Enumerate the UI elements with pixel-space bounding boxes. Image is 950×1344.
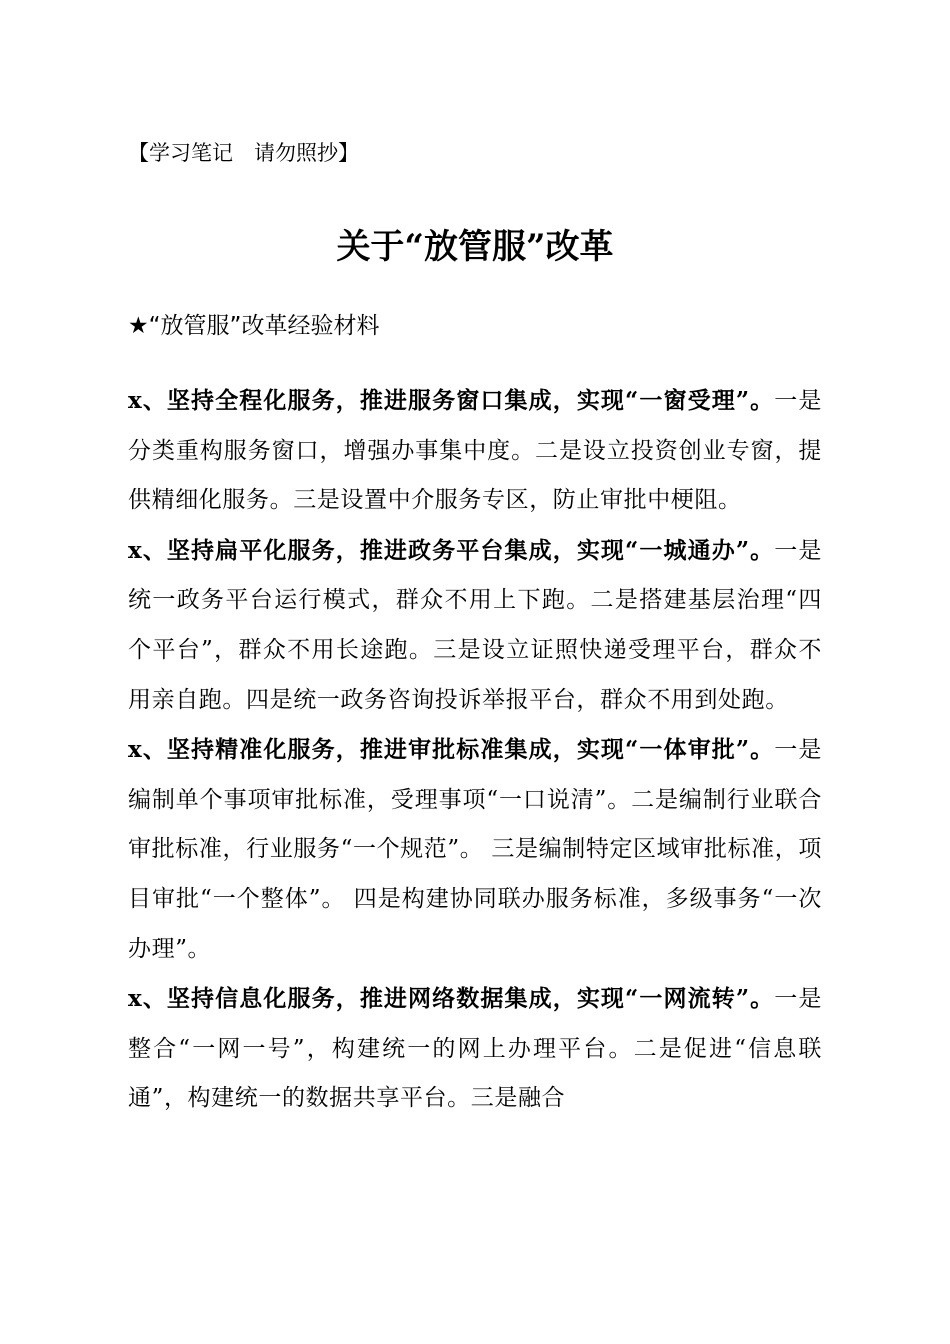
paragraph-text: 一是整合“一网一号”，构建统一的网上办理平台。二是促进“信息联通”，构建统一的数据共享平台。三是融合 (128, 986, 822, 1112)
paragraph-lead: x、坚持扁平化服务，推进政务平台集成，实现“一城通办”。 (128, 536, 775, 564)
paragraph-lead: x、坚持全程化服务，推进服务窗口集成，实现“一窗受理”。 (128, 387, 775, 414)
paragraph (128, 725, 822, 974)
document-body (128, 376, 822, 1124)
paragraph-text: 一是分类重构服务窗口，增强办事集中度。二是设立投资创业专窗，提供精细化服务。三是设置中介服务专区，防止审批中梗阻。 (128, 388, 822, 514)
paragraph (128, 974, 822, 1124)
paragraph-text: 一是编制单个事项审批标准，受理事项“一口说清”。二是编制行业联合审批标准，行业服务“一个规范”。 三是编制特定区域审批标准，项目审批“一个整体”。 四是构建协同联办服务标准，多级事务“一次办理”。 (128, 737, 822, 962)
paragraph-text: 一是统一政务平台运行模式，群众不用上下跑。二是搭建基层治理“四个平台”，群众不用长途跑。三是设立证照快递受理平台，群众不用亲自跑。四是统一政务咨询投诉举报平台，群众不用到处跑。 (128, 537, 822, 713)
paragraph-lead: x、坚持精准化服务，推进审批标准集成，实现“一体审批”。 (128, 736, 775, 764)
paragraph (128, 526, 822, 725)
page-title: 关于“放管服”改革 (336, 227, 614, 267)
paragraph (128, 376, 822, 526)
paragraph-lead: x、坚持信息化服务，推进网络数据集成，实现“一网流转”。 (128, 985, 775, 1013)
section-subtitle: ★“放管服”改革经验材料 (128, 313, 380, 339)
study-note-header: 【学习笔记 请勿照抄】 (128, 141, 359, 165)
